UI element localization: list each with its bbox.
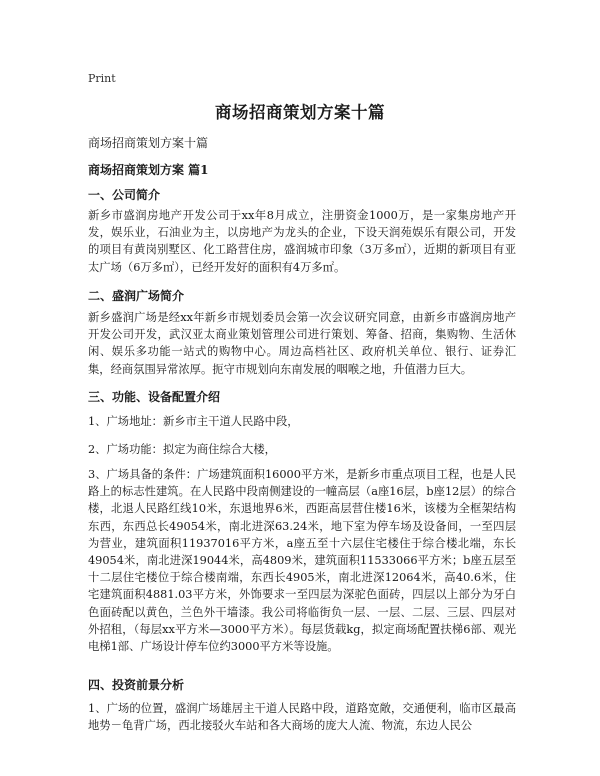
paragraph-function: 2、广场功能：拟定为商住综合大楼， — [88, 443, 276, 456]
heading-company-intro: 一、公司简介 — [88, 188, 161, 202]
paragraph-location: 1、广场的位置，盛润广场雄居主干道人民路中段，道路宽敞，交通便利，临市区最高地势－龟背广场，西北接驳火车站和各大商场的庞大人流、物流，东边人民公 — [88, 702, 516, 733]
paragraph-address: 1、广场地址：新乡市主干道人民路中段， — [88, 415, 299, 428]
heading-facilities: 三、功能、设备配置介绍 — [88, 390, 221, 404]
print-label: Print — [88, 72, 116, 85]
paragraph-conditions: 3、广场具备的条件：广场建筑面积16000平方米，是新乡市重点项目工程，也是人民路上的标志性建筑。在人民路中段南侧建设的一幢高层（a座16层，b座12层）的综合楼，北退人民路红线10米，东退地界6米，西距高层营住楼16米，该楼为全框架结构东西，东西总长49054米，南北进深63.24米，地下室为停车场及设备间，一至四层为营业，建筑面积11937016平方米，a座五至十六层住宅楼住于综合楼北端，东长49054米，南北进深19044米，高4809米，建筑面积11533066平方米；b座五层至十二层住宅楼位于综合楼南端，东西长4905米，南北进深12064米，高40.6米，住宅建筑面积4881.03平方米，外饰要求一至四层为深驼色面砖，四层以上部分为牙白色面砖配以黄色，兰色外干墙漆。我公司将临街负一层、一层、二层、三层、四层对外招租，（每层xx平方米—3000平方米）。每层货载kg，拟定商场配置扶梯6部、观光电梯1部、广场设计停车位约3000平方米等设施。 — [88, 468, 516, 654]
document-title: 商场招商策划方案十篇 — [215, 103, 385, 122]
heading-plaza-intro: 二、盛润广场简介 — [88, 289, 185, 303]
section-title: 商场招商策划方案 篇1 — [88, 163, 209, 177]
paragraph-company-intro: 新乡市盛润房地产开发公司于xx年8月成立，注册资金1000万，是一家集房地产开发，娱乐业，石油业为主，以房地产为龙头的企业，下设天润苑娱乐有限公司，开发的项目有黄岗别墅区、化工路营住房，盛润城市印象（3万多㎡），近期的新项目有亚太广场（6万多㎡），已经开发好的面积有4万多㎡。 — [88, 209, 516, 274]
heading-investment: 四、投资前景分析 — [88, 678, 185, 692]
paragraph-plaza-intro: 新乡盛润广场是经xx年新乡市规划委员会第一次会议研究同意，由新乡市盛润房地产开发公司开发，武汉亚太商业策划管理公司进行策划、筹备、招商，集购物、生活休闲、娱乐多功能一站式的购物中心。周边高档社区、政府机关单位、银行、证券汇集，经商氛围异常浓厚。扼守市规划向东南发展的咽喉之地，升值潜力巨大。 — [88, 311, 516, 376]
document-subtitle: 商场招商策划方案十篇 — [88, 136, 209, 150]
